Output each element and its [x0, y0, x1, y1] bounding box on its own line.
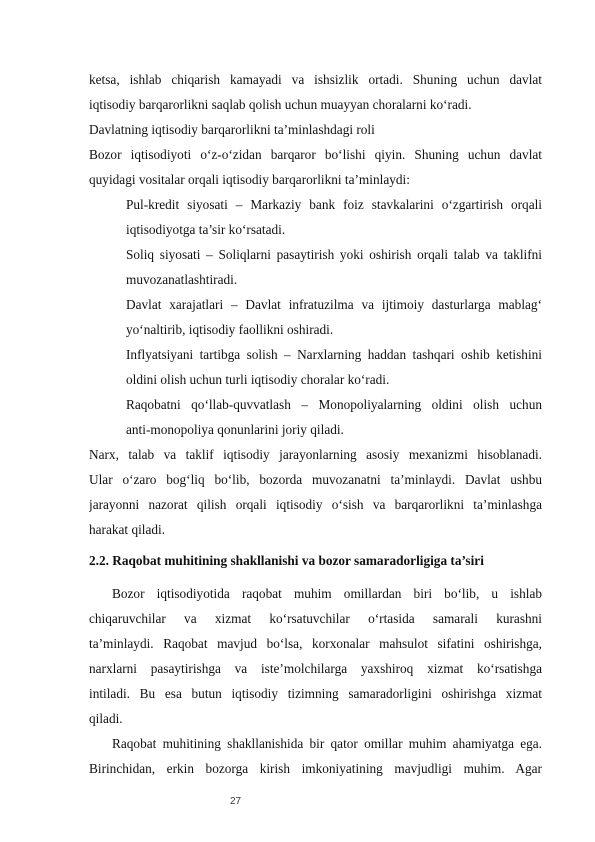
text-line: chiqaruvchilar va xizmat ko‘rsatuvchilar o‘rtasida samarali kurashni: [89, 611, 542, 626]
list-item-cont: oldini olish uchun turli iqtisodiy choralar ko‘radi.: [126, 372, 390, 387]
list-item: Pul-kredit siyosati – Markaziy bank foiz stavkalarini o‘zgartirish orqali: [126, 197, 542, 212]
text-line: harakat qiladi.: [89, 522, 166, 537]
text-line: Narx, talab va taklif iqtisodiy jarayonlarning asosiy mexanizmi hisoblanadi.: [89, 447, 542, 462]
list-item-cont: iqtisodiyotga ta’sir ko‘rsatadi.: [126, 222, 286, 237]
text-line: Bozor iqtisodiyotida raqobat muhim omillardan biri bo‘lib, u ishlab: [112, 586, 542, 601]
text-line: iqtisodiy barqarorlikni saqlab qolish uchun muayyan choralarni ko‘radi.: [89, 97, 472, 112]
list-item-cont: anti-monopoliya qonunlarini joriy qiladi.: [126, 422, 344, 437]
list-item: Soliq siyosati – Soliqlarni pasaytirish yoki oshirish orqali talab va taklifni: [126, 247, 542, 262]
text-line: ta’minlaydi. Raqobat mavjud bo‘lsa, korxonalar mahsulot sifatini oshirishga,: [89, 636, 542, 651]
text-line: Birinchidan, erkin bozorga kirish imkoniyatining mavjudligi muhim. Agar: [89, 761, 542, 776]
text-line: qiladi.: [89, 711, 123, 726]
section-heading: 2.2. Raqobat muhitining shakllanishi va bozor samaradorligiga ta’siri: [89, 553, 484, 568]
text-line: Bozor iqtisodiyoti o‘z-o‘zidan barqaror bo‘lishi qiyin. Shuning uchun davlat: [89, 147, 542, 162]
list-item-cont: yo‘naltirib, iqtisodiy faollikni oshiradi.: [126, 322, 334, 337]
text-line: Ular o‘zaro bog‘liq bo‘lib, bozorda muvozanatni ta’minlaydi. Davlat ushbu: [89, 472, 542, 487]
text-line: narxlarni pasaytirishga va iste’molchilarga yaxshiroq xizmat ko‘rsatishga: [89, 661, 542, 676]
list-item-cont: muvozanatlashtiradi.: [126, 272, 238, 287]
list-item: Raqobatni qo‘llab-quvvatlash – Monopoliyalarning oldini olish uchun: [126, 397, 542, 412]
text-line: quyidagi vositalar orqali iqtisodiy barqarorlikni ta’minlaydi:: [89, 172, 410, 187]
list-item: Inflyatsiyani tartibga solish – Narxlarning haddan tashqari oshib ketishini: [126, 347, 542, 362]
text-line: Raqobat muhitining shakllanishida bir qator omillar muhim ahamiyatga ega.: [112, 736, 542, 751]
list-item: Davlat xarajatlari – Davlat infratuzilma va ijtimoiy dasturlarga mablag‘: [126, 297, 542, 312]
text-line: ketsa, ishlab chiqarish kamayadi va ishsizlik ortadi. Shuning uchun davlat: [89, 72, 542, 87]
text-line: intiladi. Bu esa butun iqtisodiy tizimning samaradorligini oshirishga xizmat: [89, 686, 542, 701]
text-line: jarayonni nazorat qilish orqali iqtisodiy o‘sish va barqarorlikni ta’minlashga: [89, 497, 542, 512]
page-number: 27: [230, 796, 242, 807]
subheading: Davlatning iqtisodiy barqarorlikni ta’minlashdagi roli: [89, 122, 375, 137]
